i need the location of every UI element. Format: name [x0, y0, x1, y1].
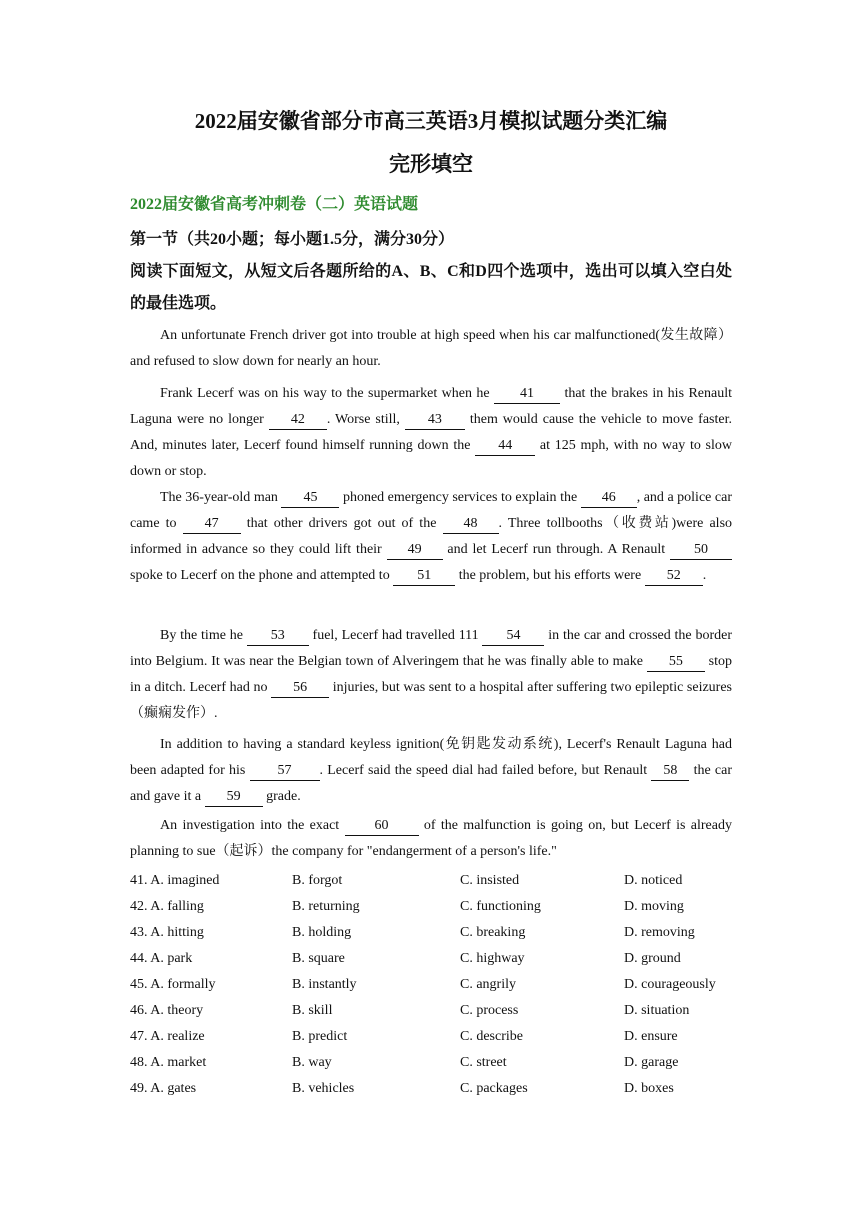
passage-paragraph-2: Frank Lecerf was on his way to the supermarket when he 41 that the brakes in his Renault Laguna were no longer 42 . Worse still, 43 them would cause the vehicle to move faster. And, minutes later, Lecerf found himself running down the 44 at 125 mph, with no way to slow down or stop. [130, 386, 733, 479]
option-d[interactable]: D. ensure [624, 1029, 678, 1044]
option-d[interactable]: D. boxes [624, 1081, 674, 1096]
option-a[interactable]: 42. A. falling [130, 899, 204, 914]
blank-53[interactable]: 53 [247, 627, 309, 646]
blank-52[interactable]: 52 [645, 567, 703, 586]
option-c[interactable]: C. process [460, 1003, 519, 1018]
option-d[interactable]: D. situation [624, 1003, 690, 1018]
option-row-42 [130, 895, 732, 921]
option-row-41 [130, 869, 732, 895]
option-row-48 [130, 1051, 732, 1077]
blank-49[interactable]: 49 [387, 541, 443, 560]
option-a[interactable]: 48. A. market [130, 1055, 207, 1070]
passage-paragraph-5: In addition to having a standard keyless ignition(免钥匙发动系统), Lecerf's Renault Laguna had been adapted for his 57 . Lecerf said the speed dial had failed before, but Renault 58 the car and gave it a 59 grade. [130, 732, 732, 810]
blank-45[interactable]: 45 [281, 489, 339, 508]
option-b[interactable]: B. way [292, 1055, 332, 1070]
blank-51[interactable]: 51 [393, 567, 455, 586]
section-heading: 第一节（共20小题；每小题1.5分，满分30分） [130, 231, 455, 248]
option-b[interactable]: B. instantly [292, 977, 357, 992]
blank-60[interactable]: 60 [345, 817, 419, 836]
passage-paragraph-1: An unfortunate French driver got into trouble at high speed when his car malfunctioned(发生故障）and refused to slow down for nearly an hour. [130, 328, 732, 369]
option-a[interactable]: 41. A. imagined [130, 873, 220, 888]
option-d[interactable]: D. ground [624, 951, 681, 966]
option-c[interactable]: C. angrily [460, 977, 516, 992]
option-b[interactable]: B. vehicles [292, 1081, 355, 1096]
option-a[interactable]: 46. A. theory [130, 1003, 204, 1018]
option-d[interactable]: D. courageously [624, 977, 716, 992]
blank-55[interactable]: 55 [647, 653, 705, 672]
option-b[interactable]: B. predict [292, 1029, 348, 1044]
option-c[interactable]: C. insisted [460, 873, 520, 888]
option-d[interactable]: D. garage [624, 1055, 679, 1070]
blank-57[interactable]: 57 [250, 762, 320, 781]
option-b[interactable]: B. returning [292, 899, 360, 914]
option-d[interactable]: D. removing [624, 925, 695, 940]
option-row-45 [130, 973, 732, 999]
option-row-43 [130, 921, 732, 947]
passage-paragraph-4: By the time he 53 fuel, Lecerf had travelled 111 54 in the car and crossed the border into Belgium. It was near the Belgian town of Alveringem that he was finally able to make 55 stop in a ditch. Lecerf had no 56 injuries, but was sent to a hospital after suffering two epileptic seizures（癫痫发作）. [130, 628, 733, 721]
document-subtitle: 完形填空 [389, 152, 473, 176]
option-a[interactable]: 49. A. gates [130, 1081, 197, 1096]
document-title: 2022届安徽省部分市高三英语3月模拟试题分类汇编 [194, 109, 668, 133]
instruction-text: 阅读下面短文，从短文后各题所给的A、B、C和D四个选项中，选出可以填入空白处的最佳选项。 [130, 263, 732, 312]
options-list [130, 869, 732, 1103]
option-d[interactable]: D. noticed [624, 873, 683, 888]
option-a[interactable]: 45. A. formally [130, 977, 216, 992]
passage-paragraph-3: The 36-year-old man 45 phoned emergency services to explain the 46 , and a police car came to 47 that other drivers got out of the 48 . Three tollbooths（收费站)were also informed in advance so they could lift their 49 and let Lecerf run through. A Renault 50 spoke to Lecerf on the phone and attempted to 51 the problem, but his efforts were 52 . [130, 485, 732, 589]
option-c[interactable]: C. street [460, 1055, 507, 1070]
option-c[interactable]: C. highway [460, 951, 525, 966]
blank-54[interactable]: 54 [482, 627, 544, 646]
option-a[interactable]: 47. A. realize [130, 1029, 205, 1044]
option-c[interactable]: C. packages [460, 1081, 528, 1096]
option-b[interactable]: B. skill [292, 1003, 333, 1018]
option-c[interactable]: C. functioning [460, 899, 541, 914]
blank-46[interactable]: 46 [581, 489, 637, 508]
passage-paragraph-6: An investigation into the exact 60 of the malfunction is going on, but Lecerf is already planning to sue（起诉）the company for "endangerment of a person's life." [130, 818, 732, 859]
blank-41[interactable]: 41 [494, 385, 560, 404]
option-row-49 [130, 1077, 732, 1103]
option-c[interactable]: C. breaking [460, 925, 526, 940]
blank-44[interactable]: 44 [475, 437, 535, 456]
blank-59[interactable]: 59 [205, 788, 263, 807]
blank-43[interactable]: 43 [405, 411, 465, 430]
option-d[interactable]: D. moving [624, 899, 684, 914]
blank-50[interactable]: 50 [670, 541, 732, 560]
option-row-47 [130, 1025, 732, 1051]
blank-56[interactable]: 56 [271, 679, 329, 698]
blank-48[interactable]: 48 [443, 515, 499, 534]
blank-47[interactable]: 47 [183, 515, 241, 534]
option-b[interactable]: B. square [292, 951, 345, 966]
option-c[interactable]: C. describe [460, 1029, 523, 1044]
blank-58[interactable]: 58 [651, 762, 689, 781]
option-row-44 [130, 947, 732, 973]
blank-42[interactable]: 42 [269, 411, 327, 430]
option-b[interactable]: B. holding [292, 925, 352, 940]
option-a[interactable]: 44. A. park [130, 951, 193, 966]
option-row-46 [130, 999, 732, 1025]
source-heading: 2022届安徽省高考冲刺卷（二）英语试题 [130, 196, 419, 213]
option-b[interactable]: B. forgot [292, 873, 343, 888]
option-a[interactable]: 43. A. hitting [130, 925, 204, 940]
